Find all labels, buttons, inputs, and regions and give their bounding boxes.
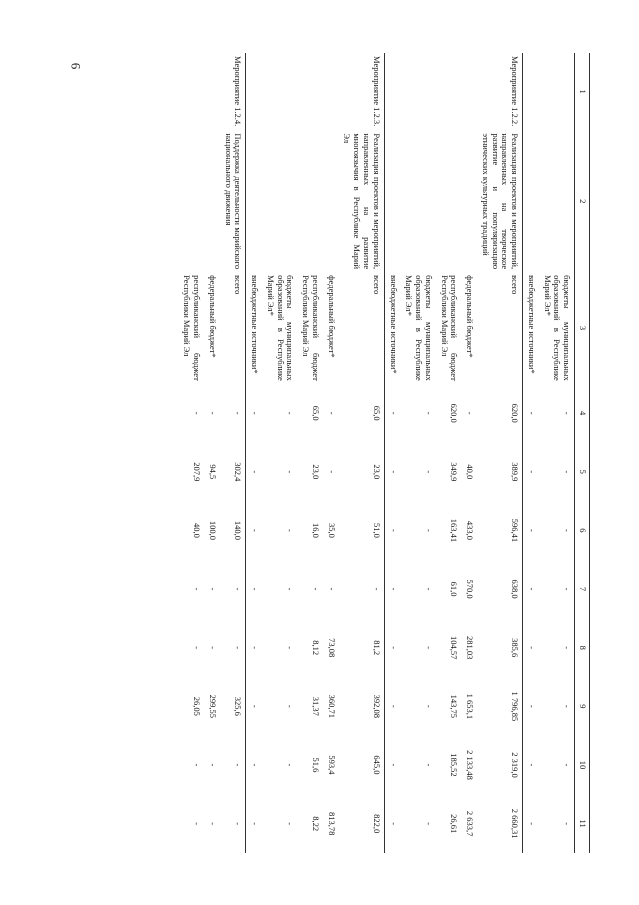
value-cell: 40,0: [464, 463, 475, 479]
value-cell: 2 319,0: [477, 735, 523, 794]
value-cell: 26,05: [191, 696, 202, 716]
value-cell: -: [249, 411, 260, 415]
activity-number-cell: [245, 53, 261, 130]
column-header-11: 11: [574, 794, 589, 853]
column-header-8: 8: [574, 618, 589, 677]
funding-source-cell: республиканский бюджет Республики Марий Эл: [439, 274, 459, 381]
activity-name-cell: [384, 130, 400, 272]
value-cell: -: [219, 735, 245, 794]
value-cell: -: [207, 411, 218, 415]
value-cell: 23,0: [338, 442, 384, 501]
value-cell: -: [561, 704, 572, 708]
value-cell: -: [388, 587, 399, 590]
column-header-6: 6: [574, 501, 589, 560]
value-cell: 1 796,85: [477, 677, 523, 736]
value-cell: 620,0: [448, 403, 459, 423]
funding-source-cell: федеральный бюджет*: [464, 274, 475, 358]
value-cell: -: [207, 587, 218, 590]
value-cell: -: [284, 469, 295, 473]
value-cell: 207,9: [191, 461, 202, 481]
value-cell: 392,08: [338, 677, 384, 736]
table-row: [178, 53, 204, 853]
value-cell: -: [219, 383, 245, 442]
value-cell: -: [423, 645, 434, 649]
table-row: [522, 53, 538, 853]
value-cell: 645,0: [338, 735, 384, 794]
page-number: 6: [68, 62, 84, 70]
value-cell: -: [561, 469, 572, 473]
value-cell: 385,6: [477, 618, 523, 677]
activity-name-cell: [262, 130, 297, 272]
value-cell: -: [207, 763, 218, 766]
value-cell: 65,0: [338, 383, 384, 442]
table-row: [204, 53, 220, 853]
activity-name-cell: [245, 130, 261, 272]
value-cell: 65,0: [310, 405, 321, 421]
value-cell: -: [464, 411, 475, 415]
value-cell: -: [526, 821, 537, 825]
column-header-1: 1: [574, 53, 589, 130]
value-cell: -: [249, 763, 260, 766]
value-cell: 35,0: [326, 522, 337, 538]
value-cell: 360,71: [326, 694, 337, 718]
value-cell: 163,41: [448, 518, 459, 542]
table-row: [435, 53, 461, 853]
value-cell: -: [249, 587, 260, 590]
activity-number-cell: [297, 53, 323, 130]
activity-name-cell: Поддержка деятельности марийского национального движения: [219, 130, 245, 272]
column-header-5: 5: [574, 442, 589, 501]
funding-source-cell: всего: [219, 272, 245, 384]
value-cell: -: [284, 763, 295, 766]
funding-source-cell: внебюджетные источники*: [388, 274, 399, 374]
value-cell: -: [388, 528, 399, 532]
value-cell: -: [338, 559, 384, 618]
value-cell: 433,0: [464, 520, 475, 540]
value-cell: -: [423, 704, 434, 708]
value-cell: 26,61: [448, 813, 459, 833]
activity-name-cell: [461, 130, 477, 272]
value-cell: -: [191, 587, 202, 590]
funding-source-cell: бюджеты муниципальных образований в Республике Марий Эл*: [265, 274, 295, 381]
value-cell: -: [249, 469, 260, 473]
funding-source-cell: бюджеты муниципальных образований в Республике Марий Эл*: [403, 274, 434, 381]
value-cell: -: [561, 528, 572, 532]
column-header-3: 3: [574, 272, 589, 384]
column-header-2: 2: [574, 130, 589, 272]
activity-name-cell: [204, 130, 220, 272]
value-cell: 349,9: [448, 461, 459, 481]
activity-name-cell: [400, 130, 435, 272]
value-cell: 94,5: [207, 463, 218, 479]
column-header-7: 7: [574, 559, 589, 618]
activity-name-cell: [297, 130, 323, 272]
table-row: [461, 53, 477, 853]
value-cell: -: [326, 469, 337, 473]
funding-table: [178, 53, 590, 853]
value-cell: -: [388, 411, 399, 415]
activity-number-cell: [322, 53, 338, 130]
value-cell: 813,78: [326, 811, 337, 835]
value-cell: -: [423, 821, 434, 825]
rotated-page-content: [50, 53, 590, 853]
value-cell: -: [326, 411, 337, 415]
table-row: [262, 53, 297, 853]
value-cell: 2 660,31: [477, 794, 523, 853]
value-cell: -: [249, 704, 260, 708]
value-cell: -: [249, 821, 260, 825]
value-cell: 822,0: [338, 794, 384, 853]
value-cell: 593,4: [326, 754, 337, 775]
value-cell: -: [388, 704, 399, 708]
value-cell: 16,0: [310, 522, 321, 538]
funding-source-cell: внебюджетные источники*: [249, 274, 260, 374]
value-cell: -: [326, 587, 337, 590]
value-cell: -: [284, 704, 295, 708]
value-cell: -: [191, 645, 202, 649]
column-header-9: 9: [574, 677, 589, 736]
value-cell: 638,0: [477, 559, 523, 618]
value-cell: -: [219, 559, 245, 618]
funding-source-cell: бюджеты муниципальных образований в Республике Марий Эл*: [542, 274, 572, 381]
value-cell: -: [561, 411, 572, 415]
value-cell: -: [423, 528, 434, 532]
table-row: [245, 53, 261, 853]
value-cell: 23,0: [310, 463, 321, 479]
value-cell: 40,0: [191, 522, 202, 538]
table-row: [538, 53, 574, 853]
value-cell: -: [423, 587, 434, 590]
value-cell: -: [423, 469, 434, 473]
value-cell: 389,9: [477, 442, 523, 501]
activity-number-cell: [522, 53, 538, 130]
activity-name-cell: Реализация проектов и мероприятий, направленных на творческое развитие и популяризацию этнических культурных традиций: [477, 130, 523, 272]
value-cell: 51,0: [338, 501, 384, 560]
value-cell: -: [423, 763, 434, 766]
value-cell: 2 633,7: [464, 810, 475, 836]
activity-name-cell: [538, 130, 574, 272]
funding-source-cell: всего: [338, 272, 384, 384]
value-cell: 8,12: [310, 639, 321, 655]
value-cell: -: [526, 528, 537, 532]
activity-number-cell: [400, 53, 435, 130]
value-cell: -: [191, 821, 202, 825]
value-cell: 81,2: [338, 618, 384, 677]
value-cell: 143,75: [448, 694, 459, 718]
table-body: [178, 53, 574, 853]
value-cell: -: [388, 645, 399, 649]
value-cell: 570,0: [464, 578, 475, 599]
value-cell: 2 133,48: [464, 749, 475, 780]
value-cell: 73,08: [326, 637, 337, 657]
activity-number-cell: Мероприятие 1.2.4.: [219, 53, 245, 130]
table-row: [384, 53, 400, 853]
funding-source-cell: федеральный бюджет*: [207, 274, 218, 358]
value-cell: 281,03: [464, 635, 475, 659]
value-cell: 185,52: [448, 752, 459, 777]
value-cell: 620,0: [477, 383, 523, 442]
activity-number-cell: [384, 53, 400, 130]
funding-source-cell: федеральный бюджет*: [326, 274, 337, 358]
value-cell: -: [284, 587, 295, 590]
value-cell: -: [526, 587, 537, 590]
value-cell: -: [388, 469, 399, 473]
table-row: [477, 53, 523, 853]
value-cell: -: [191, 411, 202, 415]
activity-number-cell: [461, 53, 477, 130]
value-cell: -: [423, 411, 434, 415]
value-cell: -: [207, 645, 218, 649]
value-cell: -: [207, 821, 218, 825]
activity-number-cell: Мероприятие 1.2.3.: [338, 53, 384, 130]
column-header-10: 10: [574, 735, 589, 794]
activity-name-cell: [435, 130, 461, 272]
funding-source-cell: внебюджетные источники*: [526, 274, 537, 374]
value-cell: -: [284, 528, 295, 532]
funding-source-cell: всего: [477, 272, 523, 384]
value-cell: -: [561, 763, 572, 766]
value-cell: -: [249, 645, 260, 649]
value-cell: 31,37: [310, 696, 321, 716]
activity-number-cell: [435, 53, 461, 130]
value-cell: 51,6: [310, 757, 321, 772]
table-row: [338, 53, 384, 853]
table-row: [322, 53, 338, 853]
value-cell: 8,22: [310, 815, 321, 831]
activity-number-cell: [178, 53, 204, 130]
value-cell: -: [310, 587, 321, 590]
value-cell: -: [284, 821, 295, 825]
value-cell: -: [284, 645, 295, 649]
activity-name-cell: [522, 130, 538, 272]
activity-number-cell: [262, 53, 297, 130]
value-cell: -: [561, 645, 572, 649]
activity-name-cell: [322, 130, 338, 272]
value-cell: 1 653,1: [464, 693, 475, 719]
table-row: [297, 53, 323, 853]
value-cell: -: [526, 469, 537, 473]
table-row: [400, 53, 435, 853]
value-cell: 299,55: [207, 694, 218, 718]
value-cell: -: [561, 587, 572, 590]
value-cell: 104,57: [448, 635, 459, 659]
value-cell: -: [249, 528, 260, 532]
value-cell: -: [388, 821, 399, 825]
value-cell: 140,0: [219, 501, 245, 560]
value-cell: -: [526, 645, 537, 649]
value-cell: -: [191, 763, 202, 766]
value-cell: 100,0: [207, 520, 218, 540]
activity-number-cell: [204, 53, 220, 130]
activity-number-cell: Мероприятие 1.2.2.: [477, 53, 523, 130]
activity-number-cell: [538, 53, 574, 130]
value-cell: -: [526, 704, 537, 708]
value-cell: 596,41: [477, 501, 523, 560]
table-row: [219, 53, 245, 853]
value-cell: 325,6: [219, 677, 245, 736]
value-cell: 302,4: [219, 442, 245, 501]
value-cell: -: [219, 618, 245, 677]
column-header-4: 4: [574, 383, 589, 442]
activity-name-cell: Реализация проектов и мероприятий, направленных на развитие многоязычия в Республике Марий Эл: [338, 130, 384, 272]
value-cell: -: [526, 763, 537, 766]
value-cell: -: [219, 794, 245, 853]
table-header-row: [574, 53, 589, 853]
value-cell: -: [561, 821, 572, 825]
value-cell: 61,0: [448, 581, 459, 596]
value-cell: -: [284, 411, 295, 415]
funding-source-cell: республиканский бюджет Республики Марий Эл: [181, 274, 202, 381]
funding-source-cell: республиканский бюджет Республики Марий Эл: [300, 274, 321, 381]
value-cell: -: [526, 411, 537, 415]
activity-name-cell: [178, 130, 204, 272]
value-cell: -: [388, 763, 399, 766]
